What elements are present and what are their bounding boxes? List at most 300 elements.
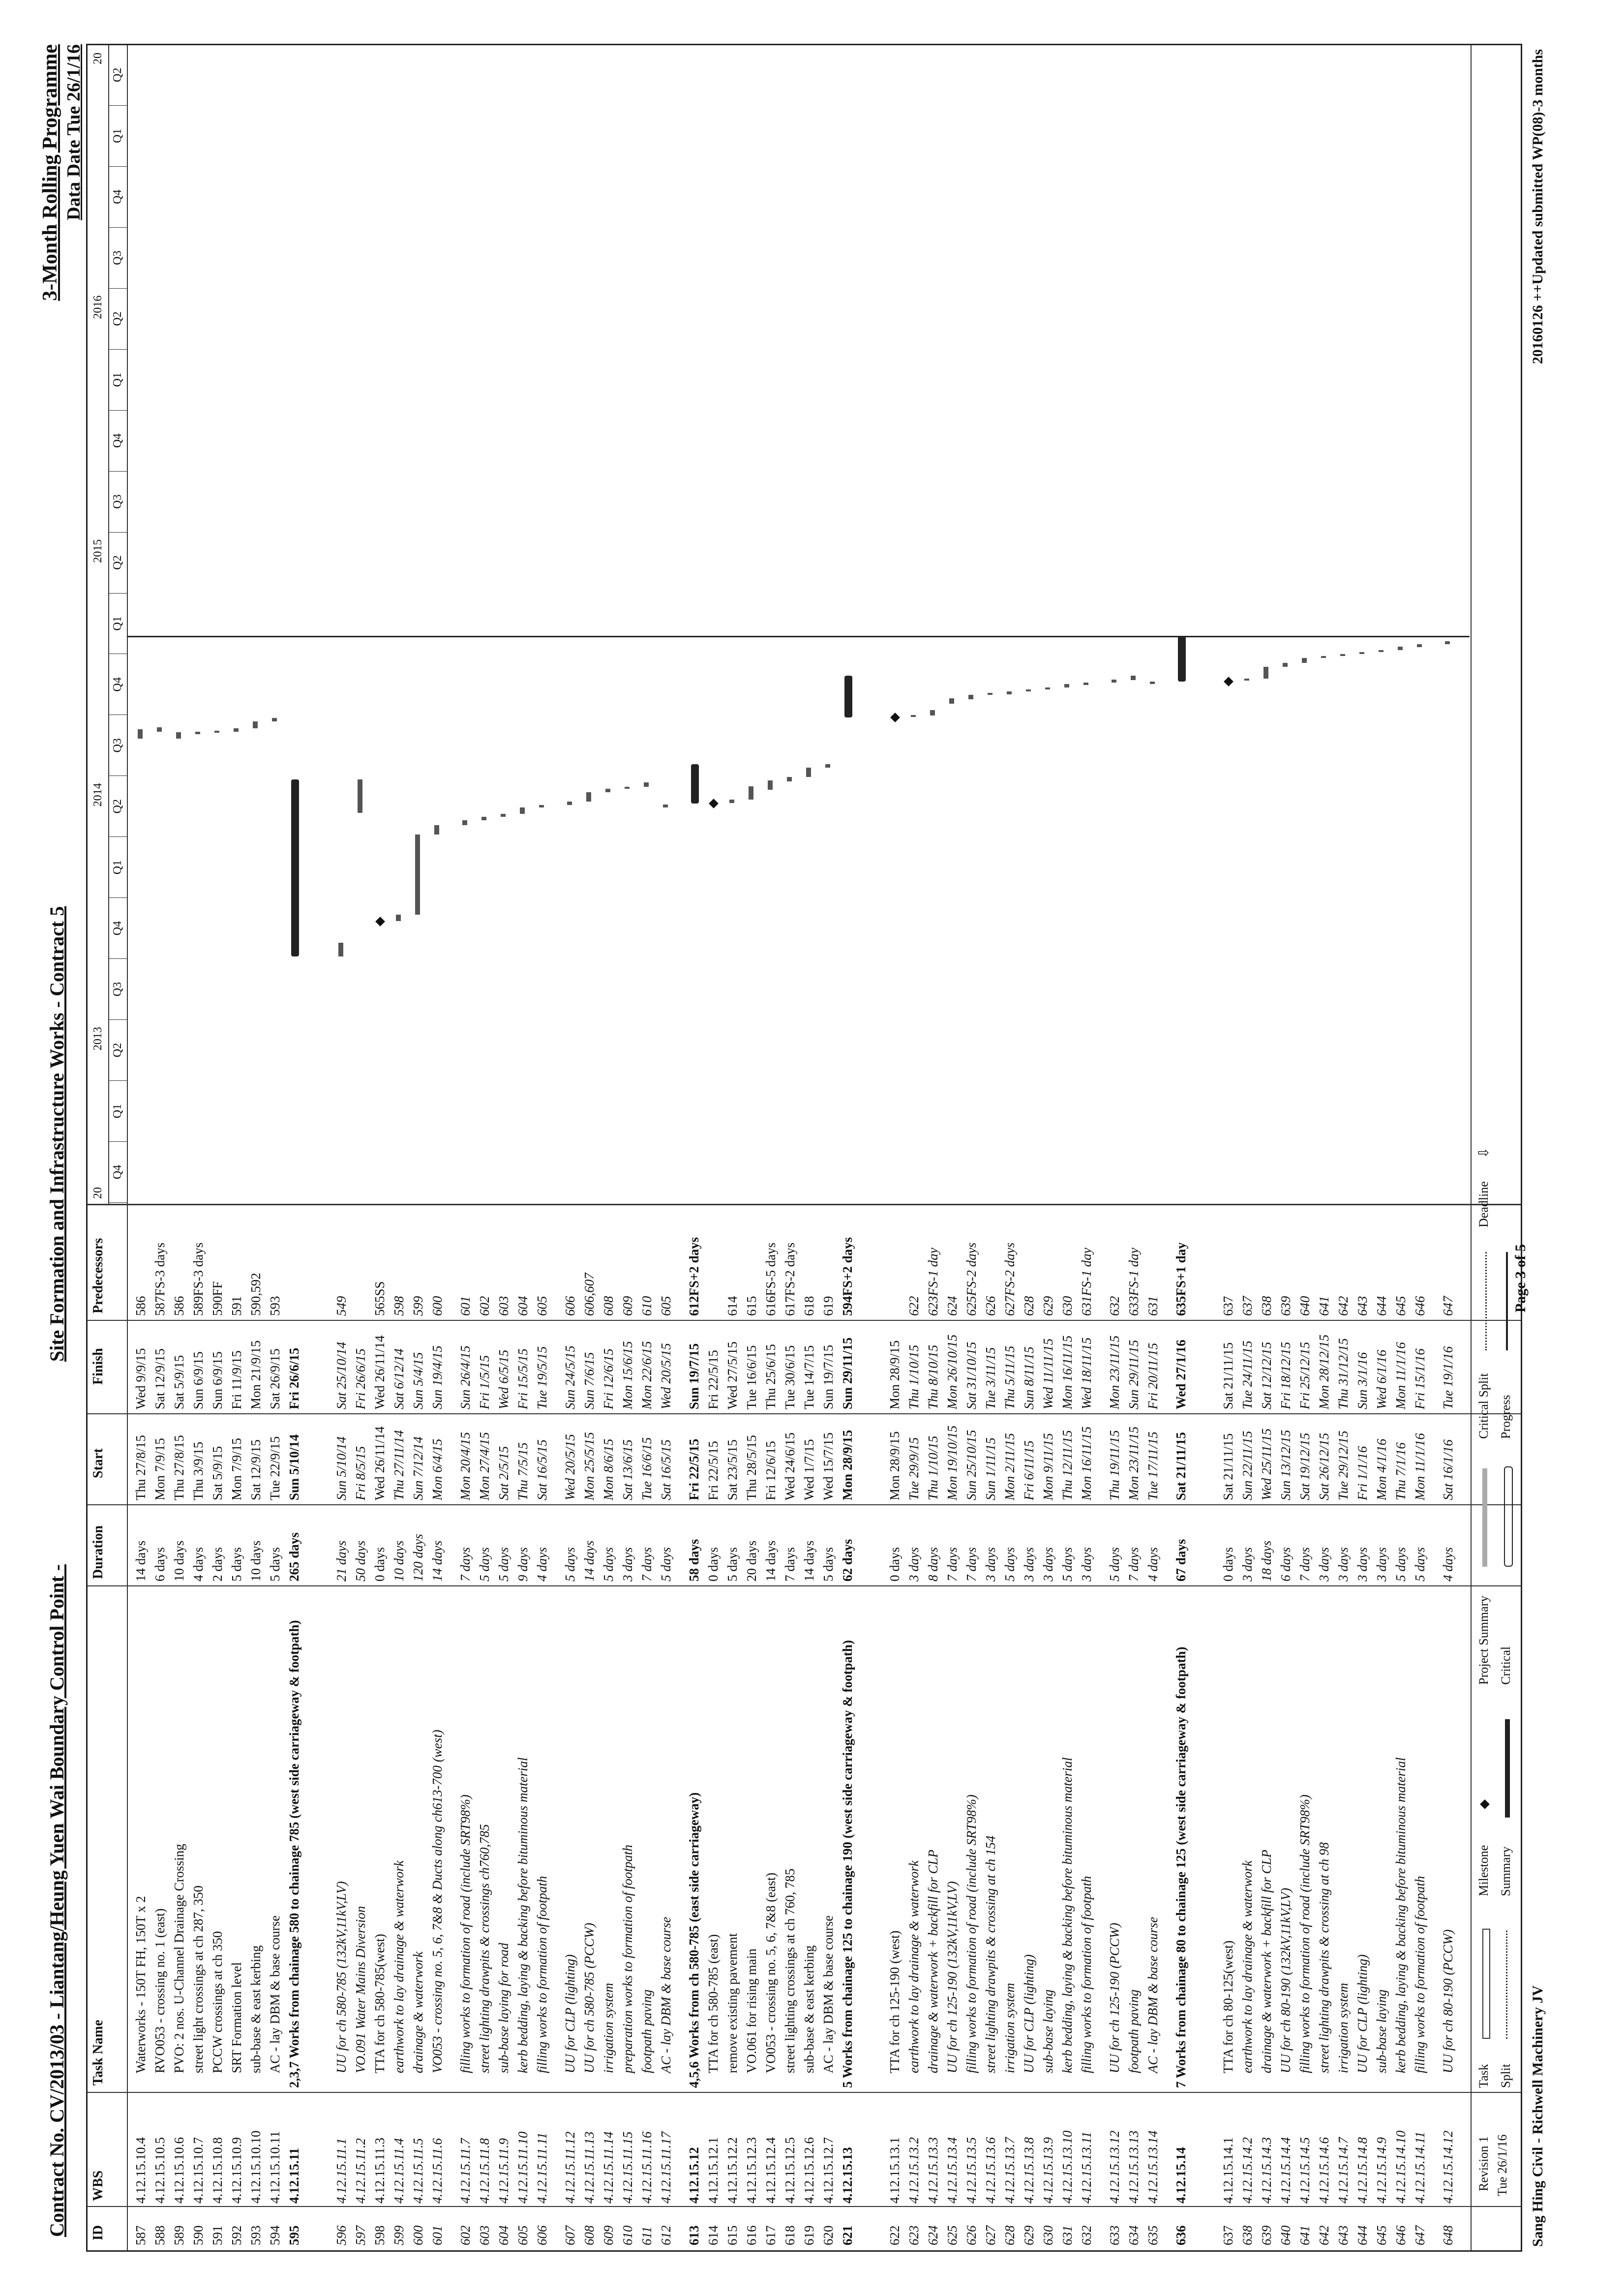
cell-name: UU for ch 125-190 (PCCW) xyxy=(1107,1923,1122,2073)
cell-dur: 2 days xyxy=(210,1547,225,1581)
cell-id: 610 xyxy=(620,2225,635,2245)
cell-dur: 14 days xyxy=(133,1540,148,1581)
cell-wbs: 4.12.15.14.5 xyxy=(1297,2137,1312,2204)
cell-start: Tue 22/9/15 xyxy=(268,1436,282,1500)
cell-dur: 7 days xyxy=(782,1547,797,1581)
task-bar xyxy=(214,731,219,733)
cell-dur: 18 days xyxy=(1259,1540,1274,1581)
col-id: ID xyxy=(90,2225,106,2240)
task-bar xyxy=(644,782,649,787)
cell-id: 613 xyxy=(687,2225,701,2245)
cell-pred: 586 xyxy=(133,1296,148,1316)
cell-dur: 14 days xyxy=(763,1540,778,1581)
cell-dur: 3 days xyxy=(906,1547,921,1581)
cell-finish: Thu 25/6/15 xyxy=(763,1344,778,1409)
cell-finish: Fri 25/12/15 xyxy=(1297,1342,1312,1409)
cell-dur: 4 days xyxy=(1145,1547,1160,1581)
cell-name: sub-base laying xyxy=(1374,1989,1389,2073)
cell-pred: 637 xyxy=(1221,1296,1235,1316)
cell-id: 627 xyxy=(983,2225,998,2245)
cell-name: filling works to formation of footpath xyxy=(1413,1876,1427,2073)
cell-dur: 5 days xyxy=(1413,1547,1427,1581)
task-bar xyxy=(1417,644,1422,648)
cell-dur: 5 days xyxy=(821,1547,836,1581)
summary-bar xyxy=(291,779,299,956)
cell-wbs: 4.12.15.14.2 xyxy=(1240,2137,1255,2204)
cell-dur: 5 days xyxy=(725,1547,740,1581)
cell-wbs: 4.12.15.12.7 xyxy=(821,2137,836,2204)
cell-wbs: 4.12.15.12.2 xyxy=(725,2137,740,2204)
task-bar xyxy=(1398,647,1403,650)
cell-id: 612 xyxy=(659,2225,673,2245)
cell-wbs: 4.12.15.13.4 xyxy=(945,2137,960,2204)
cell-start: Fri 8/5/15 xyxy=(353,1446,368,1500)
cell-finish: Tue 3/11/15 xyxy=(983,1347,998,1409)
cell-start: Wed 24/6/15 xyxy=(782,1432,797,1500)
cell-finish: Sun 19/4/15 xyxy=(430,1345,445,1409)
cell-id: 635 xyxy=(1145,2225,1160,2245)
cell-id: 590 xyxy=(191,2225,206,2245)
cell-wbs: 4.12.15.13.2 xyxy=(906,2137,921,2204)
year-label: 2015 xyxy=(91,539,104,563)
cell-finish: Wed 9/9/15 xyxy=(133,1348,148,1409)
legend-task-swatch xyxy=(1482,1929,1490,2039)
quarter-label: Q2 xyxy=(111,67,124,82)
cell-name: remove existing pavement xyxy=(725,1933,740,2073)
cell-pred: 633FS-1 day xyxy=(1126,1248,1141,1316)
cell-pred: 617FS-2 days xyxy=(782,1242,797,1316)
cell-pred: 618 xyxy=(802,1296,816,1316)
legend-task: Task xyxy=(1476,2064,1491,2088)
task-bar xyxy=(481,817,486,820)
cell-dur: 8 days xyxy=(926,1547,940,1581)
cell-start: Mon 20/4/15 xyxy=(458,1432,473,1500)
cell-name: Waterworks - 150T FH, 150T x 2 xyxy=(133,1896,148,2073)
cell-start: Sun 22/11/15 xyxy=(1240,1431,1255,1500)
cell-start: Sat 12/9/15 xyxy=(248,1439,263,1500)
cell-dur: 10 days xyxy=(391,1540,406,1581)
cell-start: Sat 16/5/15 xyxy=(659,1439,673,1500)
cell-name: TTA for ch 125-190 (west) xyxy=(887,1930,902,2073)
cell-name: filling works to formation of road (include SRT98%) xyxy=(964,1794,979,2073)
legend-deadline: Deadline xyxy=(1476,1181,1491,1227)
cell-dur: 0 days xyxy=(706,1547,721,1581)
cell-wbs: 4.12.15.13 xyxy=(840,2147,855,2204)
cell-wbs: 4.12.15.10.8 xyxy=(210,2137,225,2204)
cell-pred: 606,607 xyxy=(582,1273,597,1316)
quarter-label: Q3 xyxy=(111,982,124,997)
cell-name: VO053 - crossing no. 5, 6, 7&8 & Ducts along ch613-700 (west) xyxy=(430,1729,445,2073)
cell-wbs: 4.12.15.10.7 xyxy=(191,2137,206,2204)
cell-pred: 639 xyxy=(1278,1296,1293,1316)
cell-start: Mon 28/9/15 xyxy=(840,1430,855,1500)
cell-id: 603 xyxy=(477,2225,492,2245)
quarter-label: Q4 xyxy=(111,921,124,936)
cell-pred: 604 xyxy=(515,1296,530,1316)
cell-id: 647 xyxy=(1413,2225,1427,2245)
cell-dur: 7 days xyxy=(1297,1547,1312,1581)
cell-finish: Mon 15/6/15 xyxy=(620,1341,635,1409)
cell-name: VO.061 for rising main xyxy=(744,1948,759,2073)
milestone-marker xyxy=(709,799,719,808)
cell-dur: 3 days xyxy=(983,1547,998,1581)
year-edge-label: 20 xyxy=(91,1187,104,1199)
cell-pred: 646 xyxy=(1413,1296,1427,1316)
cell-pred: 628 xyxy=(1022,1296,1036,1316)
cell-start: Fri 12/6/15 xyxy=(763,1441,778,1500)
cell-finish: Sun 6/9/15 xyxy=(210,1351,225,1409)
cell-id: 616 xyxy=(744,2225,759,2245)
cell-name: UU for CLP (lighting) xyxy=(563,1954,577,2073)
cell-name: UU for CLP (lighting) xyxy=(1355,1954,1370,2073)
cell-id: 591 xyxy=(210,2225,225,2245)
revision-label: Revision 1 xyxy=(1476,2136,1491,2191)
cell-dur: 5 days xyxy=(229,1547,244,1581)
cell-pred: 610 xyxy=(639,1296,654,1316)
cell-wbs: 4.12.15.11.10 xyxy=(515,2131,530,2204)
cell-finish: Wed 26/11/14 xyxy=(372,1335,387,1409)
cell-dur: 7 days xyxy=(458,1547,473,1581)
cell-finish: Sun 5/4/15 xyxy=(411,1352,425,1409)
cell-start: Thu 19/11/15 xyxy=(1107,1430,1122,1500)
quarter-label: Q4 xyxy=(111,433,124,448)
programme-title: 3-Month Rolling Programme xyxy=(39,44,61,301)
summary-bar xyxy=(1178,636,1186,681)
cell-wbs: 4.12.15.11.14 xyxy=(601,2131,616,2204)
cell-start: Sat 2/5/15 xyxy=(496,1446,511,1500)
cell-id: 617 xyxy=(763,2225,778,2245)
task-bar xyxy=(1359,652,1364,654)
quarter-label: Q4 xyxy=(111,677,124,692)
cell-id: 644 xyxy=(1355,2225,1370,2245)
quarter-label: Q2 xyxy=(111,311,124,326)
cell-pred: 632 xyxy=(1107,1296,1122,1316)
data-date: Data Date Tue 26/1/16 xyxy=(63,44,84,220)
cell-finish: Mon 21/9/15 xyxy=(248,1340,263,1409)
cell-finish: Sun 29/11/15 xyxy=(1126,1340,1141,1409)
cell-name: sub-base & east kerbing xyxy=(802,1945,816,2073)
cell-start: Mon 6/4/15 xyxy=(430,1438,445,1500)
cell-name: earthwork to lay drainage & waterwork xyxy=(906,1860,921,2073)
legend-summary-swatch xyxy=(1505,1719,1510,1818)
task-bar xyxy=(605,789,610,792)
year-label: 2014 xyxy=(91,783,104,807)
cell-id: 592 xyxy=(229,2225,244,2245)
cell-dur: 5 days xyxy=(659,1547,673,1581)
quarter-label: Q2 xyxy=(111,555,124,570)
cell-wbs: 4.12.15.12.3 xyxy=(744,2137,759,2204)
cell-finish: Wed 18/11/15 xyxy=(1079,1337,1094,1409)
cell-dur: 21 days xyxy=(334,1540,349,1581)
cell-pred: 605 xyxy=(659,1296,673,1316)
cell-start: Sat 16/1/16 xyxy=(1441,1439,1455,1500)
cell-wbs: 4.12.15.11.17 xyxy=(659,2131,673,2204)
cell-finish: Tue 24/11/15 xyxy=(1240,1341,1255,1409)
cell-start: Thu 12/11/15 xyxy=(1060,1430,1075,1500)
cell-wbs: 4.12.15.10.10 xyxy=(248,2130,263,2204)
cell-wbs: 4.12.15.11.5 xyxy=(411,2138,425,2204)
col-task-name: Task Name xyxy=(90,2020,106,2086)
task-bar xyxy=(358,779,362,813)
cell-pred: 593 xyxy=(268,1296,282,1316)
summary-bar xyxy=(691,764,699,804)
col-finish: Finish xyxy=(90,1348,106,1385)
cell-name: footpath paving xyxy=(1126,1989,1141,2073)
cell-finish: Fri 26/6/15 xyxy=(287,1347,301,1409)
cell-start: Wed 25/11/15 xyxy=(1259,1428,1274,1500)
cell-name: drainage & waterwork + backfill for CLP xyxy=(926,1849,940,2073)
cell-id: 638 xyxy=(1240,2225,1255,2245)
quarter-label: Q3 xyxy=(111,738,124,753)
task-bar xyxy=(749,786,753,800)
task-bar xyxy=(768,780,773,790)
task-bar xyxy=(1112,680,1116,683)
cell-dur: 5 days xyxy=(496,1547,511,1581)
cell-finish: Sat 6/12/14 xyxy=(391,1348,406,1409)
cell-wbs: 4.12.15.13.14 xyxy=(1145,2130,1160,2204)
cell-id: 595 xyxy=(287,2225,301,2245)
cell-start: Sat 13/6/15 xyxy=(620,1439,635,1500)
task-bar xyxy=(1007,691,1012,694)
cell-wbs: 4.12.15.14 xyxy=(1173,2147,1188,2204)
cell-wbs: 4.12.15.11.4 xyxy=(391,2138,406,2204)
cell-pred: 647 xyxy=(1441,1296,1455,1316)
cell-dur: 10 days xyxy=(248,1540,263,1581)
task-bar xyxy=(520,807,525,813)
cell-name: UU for ch 125-190 (132kV,11kV,LV) xyxy=(945,1881,960,2073)
cell-dur: 14 days xyxy=(802,1540,816,1581)
cell-wbs: 4.12.15.11.1 xyxy=(334,2138,349,2204)
cell-finish: Mon 28/9/15 xyxy=(887,1340,902,1409)
cell-name: TTA for ch 580-785(west) xyxy=(372,1934,387,2073)
cell-name: VO.091 Water Mains Diversion xyxy=(353,1906,368,2073)
cell-dur: 7 days xyxy=(639,1547,654,1581)
cell-dur: 3 days xyxy=(1317,1547,1331,1581)
cell-name: kerb bedding, laying & backing before bituminous material xyxy=(1060,1757,1075,2073)
cell-name: irrigation system xyxy=(1336,1983,1351,2073)
cell-finish: Thu 5/11/15 xyxy=(1002,1345,1017,1409)
cell-dur: 5 days xyxy=(1107,1547,1122,1581)
task-bar xyxy=(396,915,401,922)
cell-start: Mon 4/1/16 xyxy=(1374,1438,1389,1500)
legend-progress-swatch xyxy=(1506,1252,1508,1350)
cell-name: irrigation system xyxy=(601,1983,616,2073)
task-bar xyxy=(138,729,143,739)
cell-start: Sun 25/10/15 xyxy=(964,1430,979,1500)
cell-finish: Sun 7/6/15 xyxy=(582,1352,597,1409)
cell-dur: 0 days xyxy=(372,1547,387,1581)
legend-progress: Progress xyxy=(1499,1395,1513,1439)
cell-finish: Sun 3/1/16 xyxy=(1355,1352,1370,1409)
cell-name: street light crossings at ch 287, 350 xyxy=(191,1885,206,2073)
cell-finish: Sun 19/7/15 xyxy=(821,1344,836,1409)
cell-id: 622 xyxy=(887,2225,902,2245)
cell-wbs: 4.12.15.11.6 xyxy=(430,2138,445,2204)
quarter-label: Q1 xyxy=(111,860,124,875)
cell-finish: Wed 20/5/15 xyxy=(659,1343,673,1409)
quarter-label: Q4 xyxy=(111,189,124,204)
cell-name: AC - lay DBM & base course xyxy=(821,1915,836,2073)
legend-critical-split: Critical Split xyxy=(1476,1373,1491,1439)
cell-wbs: 4.12.15.13.8 xyxy=(1022,2137,1036,2204)
cell-pred: 625FS-2 days xyxy=(964,1242,979,1316)
cell-pred: 612FS+2 days xyxy=(687,1237,701,1316)
cell-start: Thu 27/11/14 xyxy=(391,1430,406,1500)
cell-id: 623 xyxy=(906,2225,921,2245)
cell-id: 609 xyxy=(601,2225,616,2245)
task-bar xyxy=(338,943,343,957)
cell-pred: 640 xyxy=(1297,1296,1312,1316)
legend-milestone: Milestone xyxy=(1476,1845,1491,1896)
task-bar xyxy=(157,727,162,731)
cell-wbs: 4.12.15.12.4 xyxy=(763,2137,778,2204)
cell-start: Wed 20/5/15 xyxy=(563,1434,577,1500)
cell-pred: 638 xyxy=(1259,1296,1274,1316)
task-bar xyxy=(1026,689,1031,691)
cell-wbs: 4.12.15.11.15 xyxy=(620,2131,635,2204)
legend-critical: Critical xyxy=(1499,1646,1513,1685)
legend-split: Split xyxy=(1499,2063,1513,2088)
task-bar xyxy=(787,777,792,782)
cell-dur: 5 days xyxy=(601,1547,616,1581)
cell-id: 615 xyxy=(725,2225,740,2245)
cell-id: 620 xyxy=(821,2225,836,2245)
cell-pred: 605 xyxy=(535,1296,549,1316)
cell-start: Fri 1/1/16 xyxy=(1355,1446,1370,1500)
cell-wbs: 4.12.15.13.9 xyxy=(1041,2137,1055,2204)
cell-wbs: 4.12.15.11.9 xyxy=(496,2138,511,2204)
cell-start: Mon 25/5/15 xyxy=(582,1432,597,1500)
cell-finish: Sun 29/11/15 xyxy=(840,1337,855,1409)
cell-wbs: 4.12.15.12.5 xyxy=(782,2137,797,2204)
cell-pred: 643 xyxy=(1355,1296,1370,1316)
task-bar xyxy=(911,715,916,717)
cell-finish: Thu 1/10/15 xyxy=(906,1344,921,1409)
cell-dur: 3 days xyxy=(1041,1547,1055,1581)
cell-finish: Wed 27/5/15 xyxy=(725,1341,740,1409)
cell-wbs: 4.12.15.13.6 xyxy=(983,2137,998,2204)
cell-dur: 3 days xyxy=(1355,1547,1370,1581)
cell-wbs: 4.12.15.14.6 xyxy=(1317,2137,1331,2204)
cell-wbs: 4.12.15.12.1 xyxy=(706,2137,721,2204)
cell-name: sub-base & east kerbing xyxy=(248,1945,263,2073)
cell-id: 608 xyxy=(582,2225,597,2245)
cell-id: 588 xyxy=(152,2225,167,2245)
cell-wbs: 4.12.15.14.8 xyxy=(1355,2137,1370,2204)
legend-split-swatch xyxy=(1506,1931,1507,2039)
quarter-label: Q1 xyxy=(111,372,124,387)
cell-id: 596 xyxy=(334,2225,349,2245)
cell-dur: 120 days xyxy=(411,1534,425,1581)
cell-pred: 606 xyxy=(563,1296,577,1316)
cell-finish: Fri 15/1/16 xyxy=(1413,1348,1427,1409)
task-bar xyxy=(1150,682,1155,684)
cell-start: Thu 7/1/16 xyxy=(1393,1442,1408,1500)
cell-finish: Sun 26/4/15 xyxy=(458,1345,473,1409)
cell-pred: 590FF xyxy=(210,1281,225,1316)
cell-finish: Sun 24/5/15 xyxy=(563,1345,577,1409)
cell-id: 614 xyxy=(706,2225,721,2245)
cell-finish: Wed 6/1/16 xyxy=(1374,1349,1389,1409)
cell-dur: 14 days xyxy=(582,1540,597,1581)
cell-id: 634 xyxy=(1126,2225,1141,2245)
task-bar xyxy=(501,814,506,817)
cell-id: 599 xyxy=(391,2225,406,2245)
cell-dur: 3 days xyxy=(1079,1547,1094,1581)
cell-id: 602 xyxy=(458,2225,473,2245)
cell-start: Thu 27/8/15 xyxy=(133,1435,148,1500)
cell-id: 600 xyxy=(411,2225,425,2245)
task-bar xyxy=(567,802,572,805)
cell-id: 641 xyxy=(1297,2225,1312,2245)
cell-name: 5 Works from chainage 125 to chainage 190 (west side carriageway & footpath) xyxy=(840,1640,855,2088)
cell-id: 642 xyxy=(1317,2225,1331,2245)
legend-project-summary-swatch xyxy=(1482,1468,1487,1567)
cell-id: 619 xyxy=(802,2225,816,2245)
cell-start: Tue 16/6/15 xyxy=(639,1437,654,1500)
cell-id: 607 xyxy=(563,2225,577,2245)
cell-id: 604 xyxy=(496,2225,511,2245)
cell-dur: 5 days xyxy=(1060,1547,1075,1581)
cell-start: Wed 1/7/15 xyxy=(802,1439,816,1500)
legend-project-summary: Project Summary xyxy=(1476,1595,1491,1685)
cell-name: RVO053 - crossing no. 1 (east) xyxy=(152,1908,167,2073)
cell-wbs: 4.12.15.10.9 xyxy=(229,2137,244,2204)
cell-finish: Sat 25/10/14 xyxy=(334,1342,349,1409)
cell-wbs: 4.12.15.14.10 xyxy=(1393,2130,1408,2204)
cell-finish: Thu 8/10/15 xyxy=(926,1344,940,1409)
task-bar xyxy=(1340,654,1345,656)
legend-critical-swatch xyxy=(1504,1466,1513,1567)
cell-wbs: 4.12.15.10.11 xyxy=(268,2131,282,2204)
cell-name: UU for ch 580-785 (PCCW) xyxy=(582,1923,597,2073)
cell-pred: 598 xyxy=(391,1296,406,1316)
col-wbs: WBS xyxy=(90,2170,106,2201)
cell-finish: Wed 11/11/15 xyxy=(1041,1338,1055,1409)
task-bar xyxy=(234,728,239,732)
cell-name: filling works to formation of road (include SRT98%) xyxy=(1297,1794,1312,2073)
cell-start: Fri 6/11/15 xyxy=(1022,1440,1036,1500)
cell-dur: 0 days xyxy=(1221,1547,1235,1581)
cell-wbs: 4.12.15.14.11 xyxy=(1413,2131,1427,2204)
task-bar xyxy=(195,732,200,734)
cell-finish: Mon 28/12/15 xyxy=(1317,1334,1331,1409)
cell-finish: Fri 15/5/15 xyxy=(515,1348,530,1409)
cell-finish: Fri 12/6/15 xyxy=(601,1348,616,1409)
cell-pred: 549 xyxy=(334,1296,349,1316)
cell-start: Sun 7/12/14 xyxy=(411,1436,425,1500)
cell-wbs: 4.12.15.14.7 xyxy=(1336,2137,1351,2204)
cell-dur: 67 days xyxy=(1173,1539,1188,1581)
cell-wbs: 4.12.15.11.8 xyxy=(477,2138,492,2204)
cell-start: Sat 16/5/15 xyxy=(535,1439,549,1500)
file-reference: 20160126 ++Updated submitted WP(08)-3 months xyxy=(1530,49,1546,364)
cell-start: Mon 9/11/15 xyxy=(1041,1433,1055,1500)
cell-pred: 641 xyxy=(1317,1296,1331,1316)
cell-finish: Tue 19/1/16 xyxy=(1441,1346,1455,1409)
gantt-frame xyxy=(86,44,1522,2252)
cell-finish: Sat 12/12/15 xyxy=(1259,1342,1274,1409)
cell-finish: Fri 22/5/15 xyxy=(706,1350,721,1409)
quarter-label: Q1 xyxy=(111,1103,124,1119)
cell-start: Thu 28/5/15 xyxy=(744,1435,759,1500)
cell-pred: 599 xyxy=(411,1296,425,1316)
cell-start: Mon 23/11/15 xyxy=(1126,1426,1141,1500)
cell-pred: 601 xyxy=(458,1296,473,1316)
cell-dur: 50 days xyxy=(353,1540,368,1581)
task-bar xyxy=(930,710,935,716)
cell-start: Wed 26/11/14 xyxy=(372,1426,387,1500)
